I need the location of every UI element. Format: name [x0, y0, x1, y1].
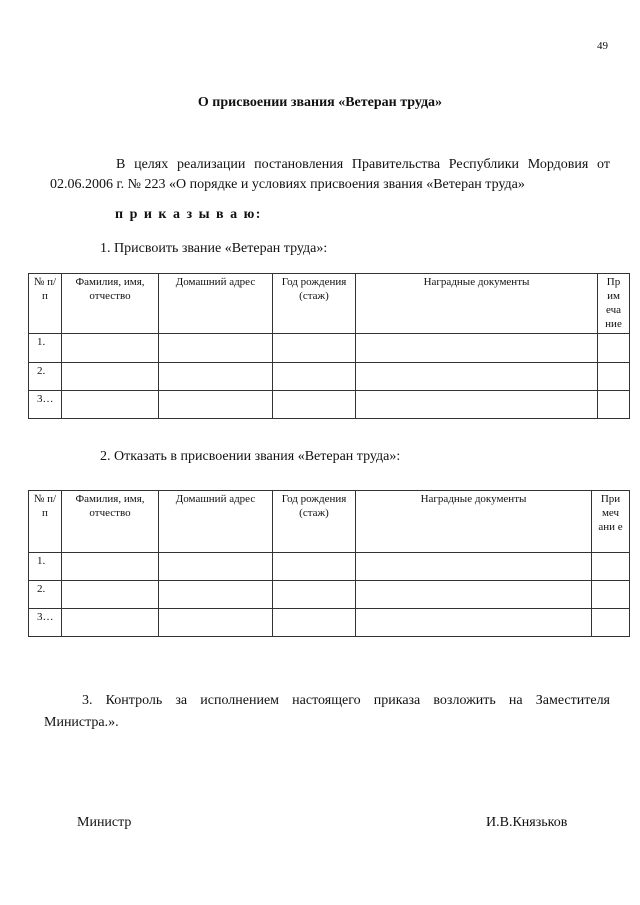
header-cell: № п/п: [29, 491, 62, 553]
header-cell: Год рождения (стаж): [273, 274, 356, 334]
row-number: 3…: [29, 609, 62, 637]
intro-paragraph: В целях реализации постановления Правительства Республики Мордовия от 02.06.2006 г. № 223 «О порядке и условиях присвоения звания «Ветеран труда»: [50, 157, 610, 192]
header-cell: Фамилия, имя, отчество: [62, 274, 159, 334]
table-header-row: [29, 491, 630, 553]
header-cell: Наградные документы: [356, 274, 598, 334]
header-cell: № п/п: [29, 274, 62, 334]
header-cell: Фамилия, имя, отчество: [62, 491, 159, 553]
page-number: 49: [597, 40, 608, 52]
item-3-text: 3. Контроль за исполнением настоящего приказа возложить на Заместителя Министра.».: [44, 693, 610, 730]
row-number: 2.: [29, 363, 62, 391]
table-row: [29, 334, 630, 363]
row-number: 2.: [29, 581, 62, 609]
header-cell: Домашний адрес: [159, 274, 273, 334]
item-2-text: 2. Отказать в присвоении звания «Ветеран труда»:: [100, 449, 401, 464]
document-title: О присвоении звания «Ветеран труда»: [197, 95, 443, 110]
table-row: [29, 363, 630, 391]
row-number: 1.: [29, 334, 62, 363]
header-cell: Наградные документы: [356, 491, 592, 553]
row-number: 3…: [29, 391, 62, 419]
table-row: [29, 391, 630, 419]
table-row: [29, 581, 630, 609]
item-1-text: 1. Присвоить звание «Ветеран труда»:: [100, 241, 328, 256]
header-cell: Пр им еча ние: [598, 274, 630, 334]
table-row: [29, 609, 630, 637]
table-header-row: [29, 274, 630, 334]
table-row: [29, 553, 630, 581]
order-word: п р и к а з ы в а ю:: [115, 207, 262, 222]
signature-position: Министр: [77, 815, 132, 830]
header-cell: При меч ани е: [592, 491, 630, 553]
awarded-table: [28, 273, 630, 419]
row-number: 1.: [29, 553, 62, 581]
refused-table: [28, 490, 630, 637]
signature-name: И.В.Князьков: [486, 815, 568, 830]
header-cell: Домашний адрес: [159, 491, 273, 553]
header-cell: Год рождения (стаж): [273, 491, 356, 553]
